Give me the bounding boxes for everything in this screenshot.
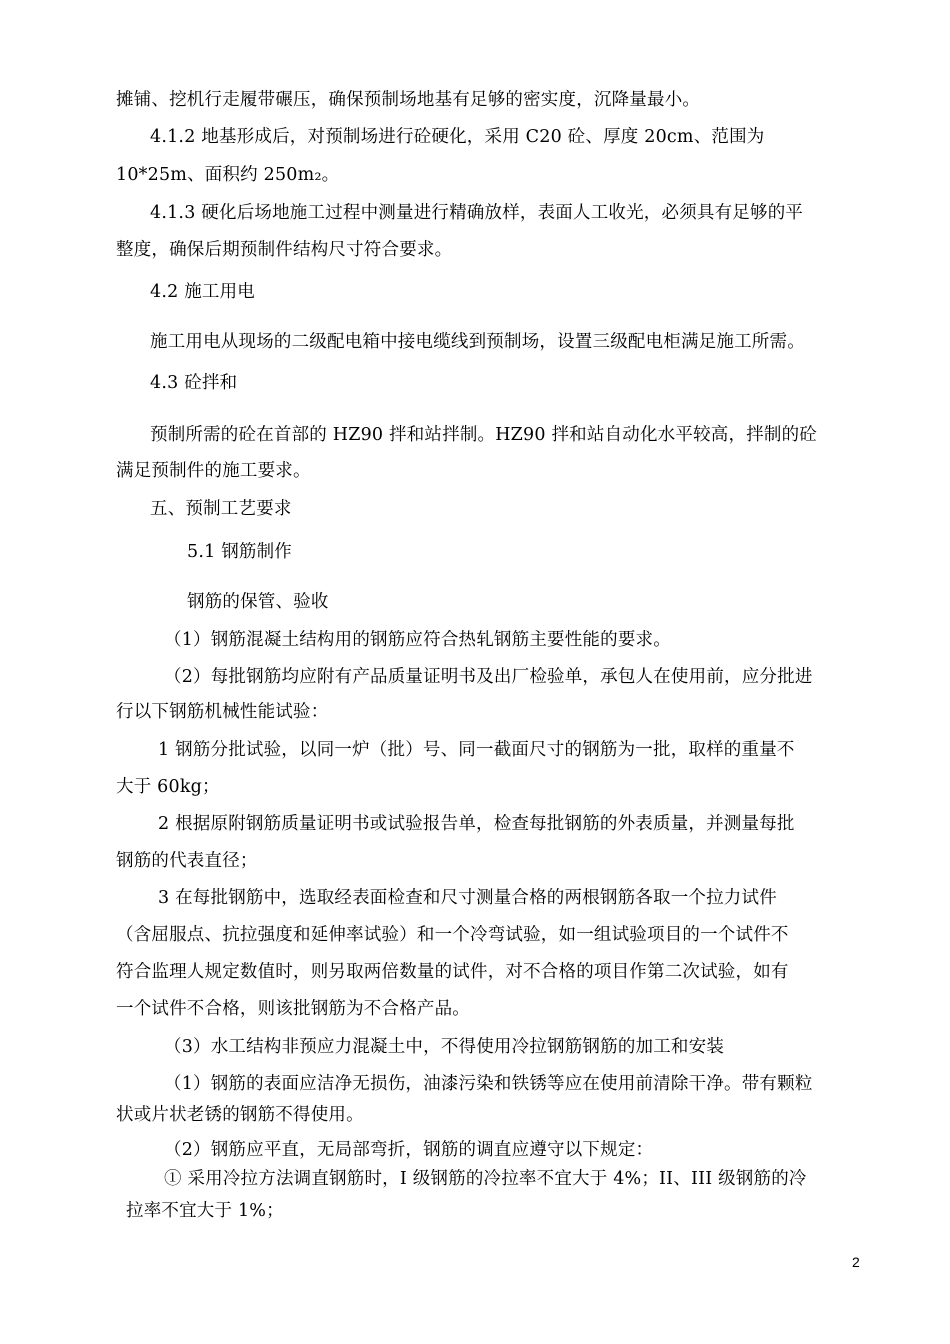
text-line: 一个试件不合格，则该批钢筋为不合格产品。 <box>116 999 470 1019</box>
section-heading: 4.3 砼拌和 <box>150 373 238 393</box>
page-number: 2 <box>852 1254 860 1270</box>
text-line: 大于 60kg； <box>116 777 220 797</box>
section-heading: 五、预制工艺要求 <box>150 499 292 519</box>
text-line: （含屈服点、抗拉强度和延伸率试验）和一个冷弯试验，如一组试验项目的一个试件不 <box>116 925 789 945</box>
text-line: （2）每批钢筋均应附有产品质量证明书及出厂检验单，承包人在使用前，应分批进 <box>164 667 813 687</box>
section-heading: 5.1 钢筋制作 <box>187 542 292 562</box>
text-line: 10*25m、面积约 250m₂。 <box>116 165 340 185</box>
text-line: 整度，确保后期预制件结构尺寸符合要求。 <box>116 240 453 260</box>
text-line: 4.1.3 硬化后场地施工过程中测量进行精确放样，表面人工收光，必须具有足够的平 <box>150 203 804 223</box>
text-line: 摊铺、挖机行走履带碾压，确保预制场地基有足够的密实度，沉降量最小。 <box>116 90 701 110</box>
text-line: ① 采用冷拉方法调直钢筋时，I 级钢筋的冷拉率不宜大于 4%；II、III 级钢筋的冷 <box>164 1169 807 1189</box>
text-line: （1）钢筋的表面应洁净无损伤，油漆污染和铁锈等应在使用前清除干净。带有颗粒 <box>164 1074 813 1094</box>
text-line: 1 钢筋分批试验，以同一炉（批）号、同一截面尺寸的钢筋为一批，取样的重量不 <box>158 740 795 760</box>
subsection-heading: 钢筋的保管、验收 <box>187 592 329 612</box>
section-heading: 4.2 施工用电 <box>150 282 255 302</box>
text-line: 符合监理人规定数值时，则另取两倍数量的试件，对不合格的项目作第二次试验，如有 <box>116 962 789 982</box>
text-line: 4.1.2 地基形成后，对预制场进行砼硬化，采用 C20 砼、厚度 20cm、范围为 <box>150 127 765 147</box>
text-line: 满足预制件的施工要求。 <box>116 461 311 481</box>
text-line: 拉率不宜大于 1%； <box>126 1201 284 1221</box>
text-line: 钢筋的代表直径； <box>116 851 258 871</box>
text-line: （1）钢筋混凝土结构用的钢筋应符合热轧钢筋主要性能的要求。 <box>164 630 671 650</box>
text-line: 状或片状老锈的钢筋不得使用。 <box>116 1105 364 1125</box>
text-line: 行以下钢筋机械性能试验： <box>116 702 329 722</box>
text-line: 3 在每批钢筋中，选取经表面检查和尺寸测量合格的两根钢筋各取一个拉力试件 <box>158 888 777 908</box>
text-line: （3）水工结构非预应力混凝土中，不得使用冷拉钢筋钢筋的加工和安装 <box>164 1037 725 1057</box>
text-line: （2）钢筋应平直，无局部弯折，钢筋的调直应遵守以下规定： <box>164 1140 654 1160</box>
text-line: 2 根据原附钢筋质量证明书或试验报告单，检查每批钢筋的外表质量，并测量每批 <box>158 814 795 834</box>
text-line: 施工用电从现场的二级配电箱中接电缆线到预制场，设置三级配电柜满足施工所需。 <box>150 332 805 352</box>
text-line: 预制所需的砼在首部的 HZ90 拌和站拌制。HZ90 拌和站自动化水平较高，拌制的砼 <box>150 425 817 445</box>
